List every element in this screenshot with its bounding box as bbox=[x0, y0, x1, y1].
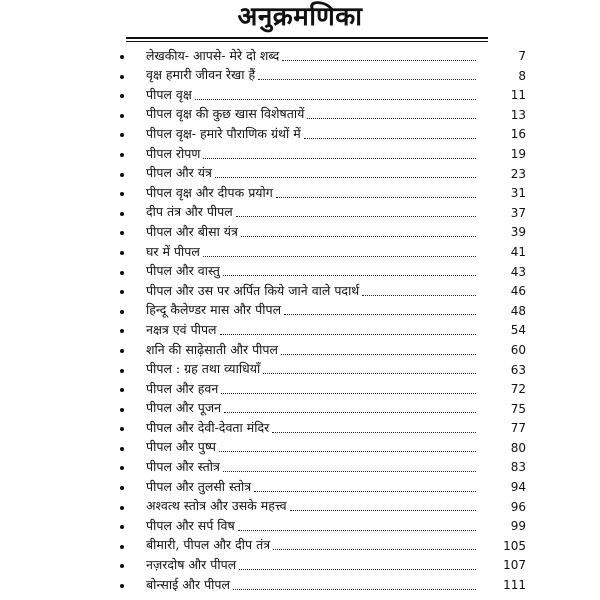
toc-entry bbox=[0, 83, 600, 103]
toc-page-number: 111 bbox=[503, 578, 526, 593]
toc-page-number: 96 bbox=[510, 499, 526, 514]
bullet-icon bbox=[120, 114, 124, 118]
bullet-icon bbox=[120, 369, 124, 373]
toc-entry bbox=[0, 103, 600, 123]
toc-entry-line bbox=[146, 416, 476, 436]
toc-entry-line bbox=[146, 299, 476, 319]
toc-list bbox=[0, 44, 600, 593]
toc-entry-title: नक्षत्र एवं पीपल bbox=[146, 322, 220, 338]
toc-entry-title: नज़रदोष और पीपल bbox=[146, 557, 239, 573]
toc-entry-title: पीपल रोपण bbox=[146, 146, 203, 162]
toc-entry-line bbox=[146, 553, 476, 573]
toc-entry bbox=[0, 358, 600, 378]
dot-leader bbox=[281, 350, 476, 355]
dot-leader bbox=[304, 134, 476, 139]
toc-entry-line bbox=[146, 436, 476, 456]
dot-leader bbox=[223, 271, 476, 276]
toc-entry-title: पीपल और हवन bbox=[146, 381, 221, 397]
toc-page-number: 23 bbox=[510, 166, 526, 181]
toc-entry bbox=[0, 553, 600, 573]
toc-entry-title: पीपल वृक्ष bbox=[146, 87, 195, 103]
dot-leader bbox=[238, 526, 476, 531]
heading-underline bbox=[126, 37, 488, 39]
dot-leader bbox=[203, 252, 476, 257]
toc-entry bbox=[0, 338, 600, 358]
toc-entry-line bbox=[146, 495, 476, 515]
toc-page-number: 46 bbox=[510, 284, 526, 299]
dot-leader bbox=[282, 56, 476, 61]
toc-entry-line bbox=[146, 44, 476, 64]
toc-entry-title: पीपल वृक्ष- हमारे पौराणिक ग्रंथों में bbox=[146, 126, 304, 142]
toc-entry bbox=[0, 397, 600, 417]
toc-entry-line bbox=[146, 181, 476, 201]
toc-entry-title: अश्वत्थ स्तोत्र और उसके महत्त्व bbox=[146, 498, 290, 514]
page-title: अनुक्रमणिका bbox=[237, 2, 363, 32]
dot-leader bbox=[220, 330, 476, 335]
toc-page-number: 105 bbox=[503, 538, 526, 553]
toc-entry bbox=[0, 495, 600, 515]
toc-entry bbox=[0, 279, 600, 299]
toc-entry bbox=[0, 534, 600, 554]
dot-leader bbox=[307, 114, 476, 119]
bullet-icon bbox=[120, 173, 124, 177]
dot-leader bbox=[236, 212, 476, 217]
toc-entry bbox=[0, 142, 600, 162]
bullet-icon bbox=[120, 55, 124, 59]
toc-entry-line bbox=[146, 279, 476, 299]
toc-page-number: 60 bbox=[510, 342, 526, 357]
toc-entry-title: पीपल और पुष्प bbox=[146, 439, 219, 455]
dot-leader bbox=[258, 75, 476, 80]
toc-entry bbox=[0, 573, 600, 593]
toc-entry bbox=[0, 318, 600, 338]
toc-entry-line bbox=[146, 201, 476, 221]
toc-entry-line bbox=[146, 64, 476, 84]
toc-page-number: 94 bbox=[510, 480, 526, 495]
toc-entry-title: लेखकीय- आपसे- मेरे दो शब्द bbox=[146, 48, 282, 64]
toc-entry bbox=[0, 181, 600, 201]
toc-page-number: 63 bbox=[510, 362, 526, 377]
toc-page-number: 80 bbox=[510, 440, 526, 455]
toc-entry bbox=[0, 122, 600, 142]
toc-entry-line bbox=[146, 318, 476, 338]
bullet-icon bbox=[120, 133, 124, 137]
toc-entry-title: पीपल और उस पर अर्पित किये जाने वाले पदार्थ bbox=[146, 283, 362, 299]
toc-page-number: 37 bbox=[510, 205, 526, 220]
bullet-icon bbox=[120, 94, 124, 98]
dot-leader bbox=[203, 154, 476, 159]
dot-leader bbox=[223, 467, 476, 472]
toc-entry bbox=[0, 220, 600, 240]
toc-entry-title: पीपल वृक्ष और दीपक प्रयोग bbox=[146, 185, 276, 201]
toc-entry bbox=[0, 377, 600, 397]
bullet-icon bbox=[120, 506, 124, 510]
toc-entry bbox=[0, 436, 600, 456]
bullet-icon bbox=[120, 75, 124, 79]
dot-leader bbox=[290, 506, 476, 511]
toc-entry-line bbox=[146, 260, 476, 280]
toc-entry-line bbox=[146, 240, 476, 260]
toc-page-number: 8 bbox=[518, 68, 526, 83]
toc-entry-line bbox=[146, 475, 476, 495]
toc-entry-title: पीपल और पूजन bbox=[146, 400, 224, 416]
toc-entry bbox=[0, 44, 600, 64]
toc-page-number: 48 bbox=[510, 303, 526, 318]
toc-entry bbox=[0, 162, 600, 182]
toc-page-number: 13 bbox=[510, 107, 526, 122]
bullet-icon bbox=[120, 525, 124, 529]
toc-entry bbox=[0, 299, 600, 319]
toc-entry-title: दीप तंत्र और पीपल bbox=[146, 204, 236, 220]
heading-underline-secondary bbox=[126, 41, 488, 42]
bullet-icon bbox=[120, 153, 124, 157]
dot-leader bbox=[362, 291, 476, 296]
toc-entry-title: हिन्दू कैलेण्डर मास और पीपल bbox=[146, 302, 284, 318]
toc-entry-line bbox=[146, 377, 476, 397]
bullet-icon bbox=[120, 564, 124, 568]
toc-entry-title: शनि की साढ़ेसाती और पीपल bbox=[146, 342, 281, 358]
dot-leader bbox=[241, 232, 476, 237]
bullet-icon bbox=[120, 545, 124, 549]
dot-leader bbox=[195, 95, 476, 100]
dot-leader bbox=[233, 585, 476, 590]
toc-entry-line bbox=[146, 142, 476, 162]
bullet-icon bbox=[120, 271, 124, 275]
bullet-icon bbox=[120, 408, 124, 412]
bullet-icon bbox=[120, 486, 124, 490]
bullet-icon bbox=[120, 427, 124, 431]
toc-page-number: 83 bbox=[510, 460, 526, 475]
toc-entry-line bbox=[146, 162, 476, 182]
bullet-icon bbox=[120, 310, 124, 314]
bullet-icon bbox=[120, 290, 124, 294]
toc-page-number: 99 bbox=[510, 519, 526, 534]
heading-wrap bbox=[0, 0, 600, 34]
toc-entry-title: पीपल और बीसा यंत्र bbox=[146, 224, 241, 240]
bullet-icon bbox=[120, 388, 124, 392]
toc-entry bbox=[0, 416, 600, 436]
toc-entry-line bbox=[146, 514, 476, 534]
toc-entry-line bbox=[146, 338, 476, 358]
toc-entry-title: पीपल वृक्ष की कुछ खास विशेषतायें bbox=[146, 106, 307, 122]
dot-leader bbox=[215, 173, 476, 178]
bullet-icon bbox=[120, 192, 124, 196]
toc-entry-title: पीपल और तुलसी स्तोत्र bbox=[146, 479, 254, 495]
toc-entry-line bbox=[146, 103, 476, 123]
dot-leader bbox=[273, 545, 476, 550]
toc-page-number: 43 bbox=[510, 264, 526, 279]
toc-page-number: 107 bbox=[503, 558, 526, 573]
toc-entry-line bbox=[146, 358, 476, 378]
toc-entry-title: बीमारी, पीपल और दीप तंत्र bbox=[146, 537, 273, 553]
toc-entry bbox=[0, 201, 600, 221]
toc-page-number: 77 bbox=[510, 421, 526, 436]
toc-entry bbox=[0, 514, 600, 534]
toc-entry-line bbox=[146, 397, 476, 417]
dot-leader bbox=[224, 408, 476, 413]
bullet-icon bbox=[120, 251, 124, 255]
dot-leader bbox=[272, 428, 476, 433]
toc-entry-line bbox=[146, 83, 476, 103]
dot-leader bbox=[239, 565, 476, 570]
dot-leader bbox=[254, 487, 476, 492]
toc-entry-line bbox=[146, 122, 476, 142]
toc-entry-line bbox=[146, 220, 476, 240]
toc-entry-title: पीपल और देवी-देवता मंदिर bbox=[146, 420, 272, 436]
toc-page-number: 54 bbox=[510, 323, 526, 338]
toc-page-number: 39 bbox=[510, 225, 526, 240]
toc-entry-title: पीपल : ग्रह तथा व्याधियाँ bbox=[146, 361, 263, 377]
toc-page-number: 11 bbox=[510, 88, 526, 103]
bullet-icon bbox=[120, 349, 124, 353]
toc-entry bbox=[0, 64, 600, 84]
toc-page-number: 16 bbox=[510, 127, 526, 142]
bullet-icon bbox=[120, 329, 124, 333]
bullet-icon bbox=[120, 466, 124, 470]
toc-page-number: 7 bbox=[518, 49, 526, 63]
toc-entry-line bbox=[146, 455, 476, 475]
toc-entry bbox=[0, 455, 600, 475]
toc-page-number: 19 bbox=[510, 146, 526, 161]
bullet-icon bbox=[120, 231, 124, 235]
toc-entry-title: वृक्ष हमारी जीवन रेखा हैं bbox=[146, 67, 258, 83]
toc-page-number: 72 bbox=[510, 382, 526, 397]
toc-entry-title: पीपल और स्तोत्र bbox=[146, 459, 223, 475]
toc-entry-title: घर में पीपल bbox=[146, 244, 203, 260]
dot-leader bbox=[221, 389, 476, 394]
toc-entry-title: पीपल और सर्प विष bbox=[146, 518, 238, 534]
dot-leader bbox=[284, 310, 476, 315]
toc-entry-line bbox=[146, 573, 476, 593]
toc-entry-line bbox=[146, 534, 476, 554]
bullet-icon bbox=[120, 584, 124, 588]
dot-leader bbox=[263, 369, 476, 374]
toc-entry bbox=[0, 475, 600, 495]
dot-leader bbox=[276, 193, 476, 198]
toc-page-number: 41 bbox=[510, 244, 526, 259]
toc-entry-title: बोन्साई और पीपल bbox=[146, 577, 233, 593]
toc-entry-title: पीपल और यंत्र bbox=[146, 165, 215, 181]
toc-entry-title: पीपल और वास्तु bbox=[146, 263, 223, 279]
toc-page-number: 75 bbox=[510, 401, 526, 416]
toc-entry bbox=[0, 240, 600, 260]
toc-entry bbox=[0, 260, 600, 280]
toc-page-number: 31 bbox=[510, 186, 526, 201]
bullet-icon bbox=[120, 212, 124, 216]
bullet-icon bbox=[120, 447, 124, 451]
dot-leader bbox=[219, 447, 476, 452]
